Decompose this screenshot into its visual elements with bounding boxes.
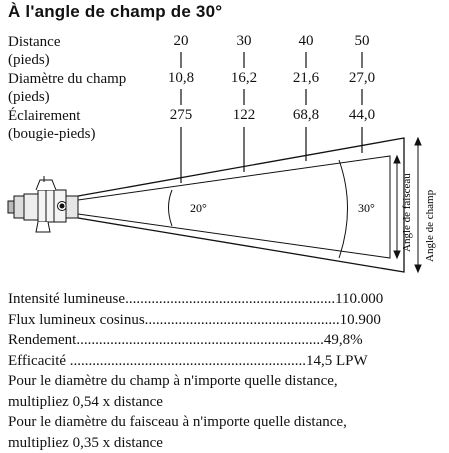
spec-value: 49,8% [324,332,363,348]
illuminance-value: 275 [156,107,206,124]
diameter-value: 21,6 [281,70,331,87]
note-line: Pour le diamètre du champ à n'importe quelle distance, [8,371,440,392]
spec-value: 110.000 [335,291,383,307]
diameter-value: 10,8 [156,70,206,87]
field-cone [78,138,404,272]
spec-row [8,351,440,372]
illuminance-value: 68,8 [281,107,331,124]
spec-row [8,330,440,351]
distance-label-line2: (pieds) [8,51,60,69]
spec-label: Efficacité [8,353,66,369]
illuminance-label-line1: Éclairement [8,107,95,125]
field-angle-label: 30° [358,201,375,215]
distance-value: 30 [219,33,269,50]
spec-value: 10.900 [340,312,381,328]
spotlight-icon [8,176,78,232]
spec-row [8,310,440,331]
note-line: multipliez 0,35 x distance [8,433,440,453]
note-line: Pour le diamètre du faisceau à n'importe quelle distance, [8,412,440,433]
field-angle-arc [339,160,348,258]
illuminance-value: 44,0 [337,107,387,124]
diameter-label-line2: (pieds) [8,88,126,106]
spec-label: Flux lumineux cosinus [8,312,145,328]
note-line: multipliez 0,54 x distance [8,392,440,413]
dot-leader: .................................................... [145,312,340,328]
field-side-label: Angle de champ [424,189,436,262]
dot-leader: .................................................................. [76,332,324,348]
spec-value: 14,5 LPW [306,353,368,369]
beam-side-label: Angle de faisceau [401,173,413,252]
spec-label: Intensité lumineuse [8,291,125,307]
specs-block [8,289,440,453]
distance-value: 50 [337,33,387,50]
beam-angle-arc [169,190,173,226]
diameter-value: 16,2 [219,70,269,87]
diameter-label-line1: Diamètre du champ [8,70,126,88]
distance-value: 20 [156,33,206,50]
diameter-value: 27,0 [337,70,387,87]
spec-label: Rendement [8,332,76,348]
distance-label-line1: Distance [8,33,60,51]
distance-value: 40 [281,33,331,50]
illuminance-label-line2: (bougie-pieds) [8,125,95,143]
dot-leader: ........................................................ [125,291,335,307]
illuminance-value: 122 [219,107,269,124]
spec-row [8,289,440,310]
page-title: À l'angle de champ de 30° [8,2,222,22]
beam-angle-label: 20° [190,201,207,215]
dot-leader: ............................................................... [66,353,306,369]
